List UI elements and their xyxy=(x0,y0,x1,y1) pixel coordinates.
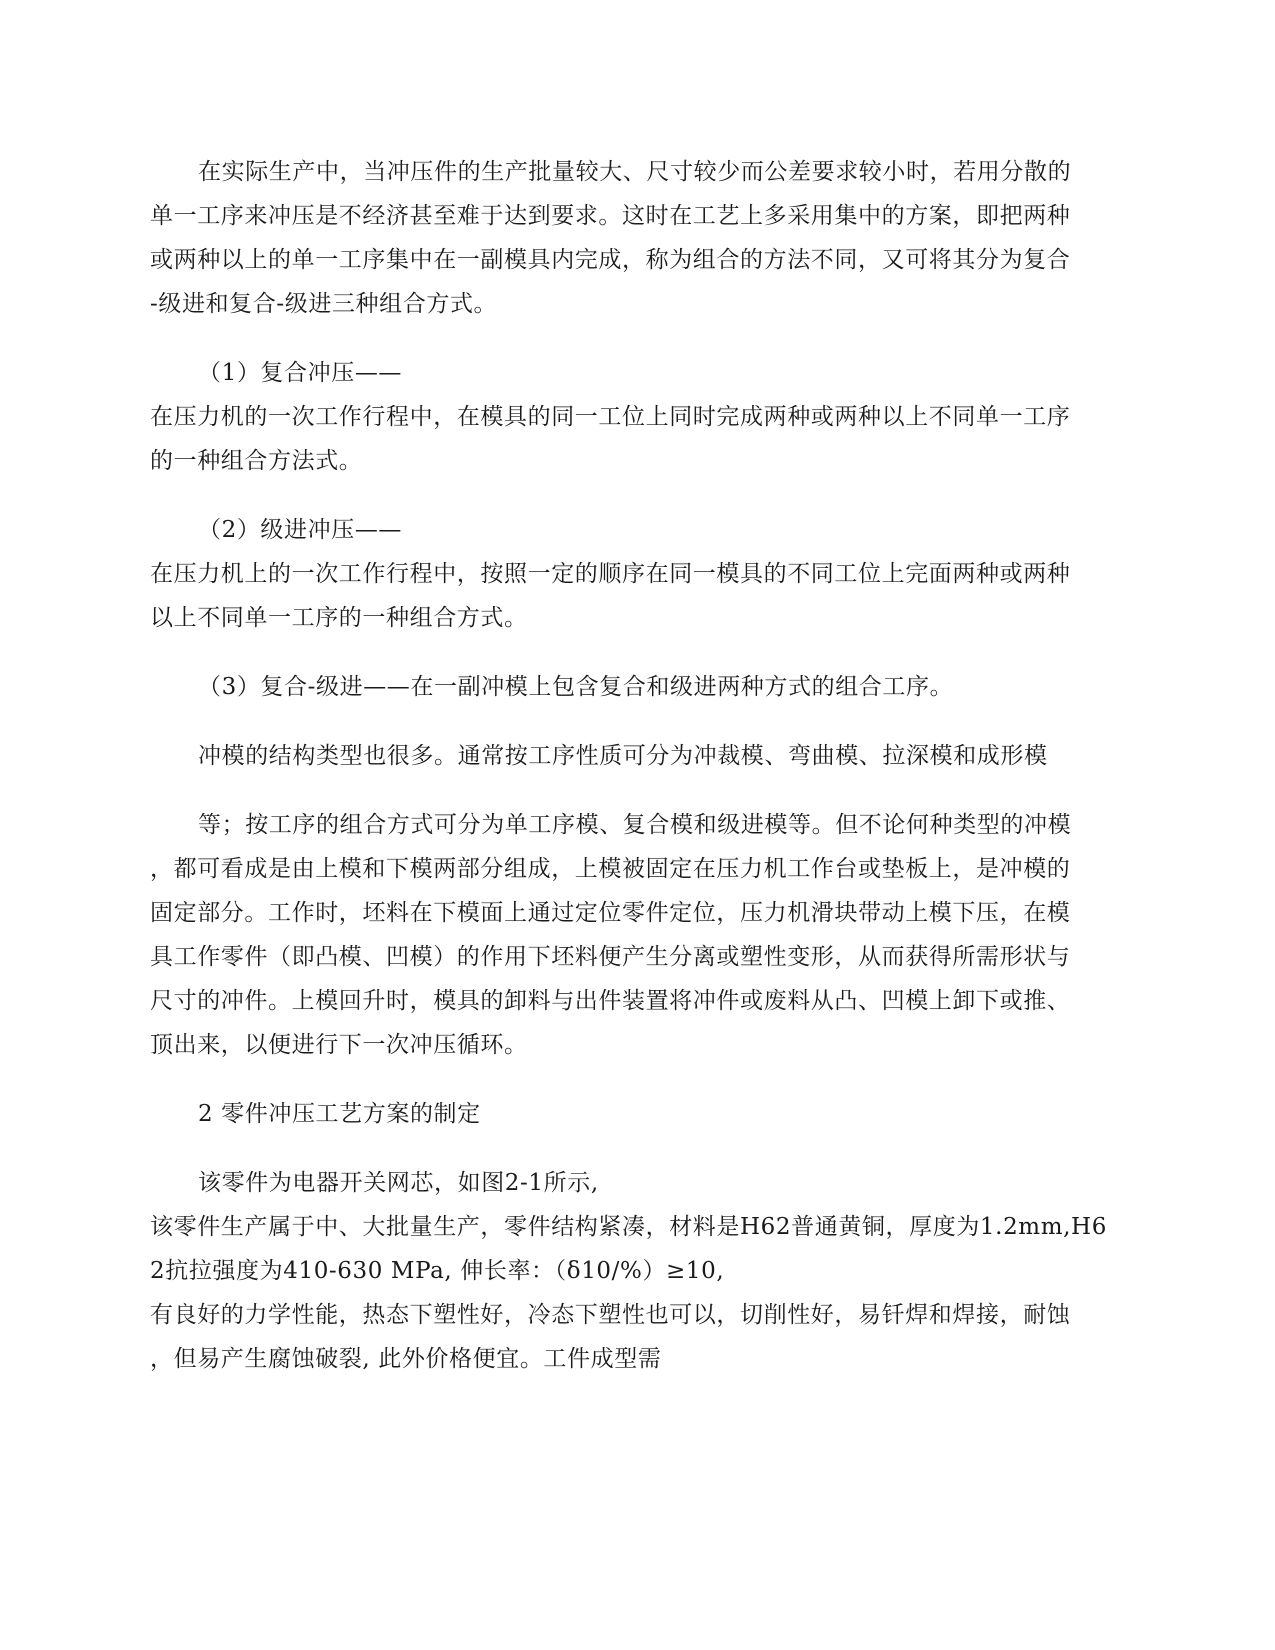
paragraph-part-material-line-2: 2抗拉强度为410-630 MPa, 伸长率：（δ10/%）≥10, xyxy=(150,1258,725,1284)
paragraph-intro-line-4: -级进和复合-级进三种组合方式。 xyxy=(150,291,498,317)
paragraph-die-structure-line-1: 等；按工序的组合方式可分为单工序模、复合模和级进模等。但不论何种类型的冲模 xyxy=(198,812,1072,838)
item-compound-stamping-line-1: 在压力机的一次工作行程中，在模具的同一工位上同时完成两种或两种以上不同单一工序 xyxy=(150,404,1071,430)
item-progressive-stamping-line-1: 在压力机上的一次工作行程中，按照一定的顺序在同一模具的不同工位上完面两种或两种 xyxy=(150,561,1071,587)
section-heading-process-plan: 2 零件冲压工艺方案的制定 xyxy=(198,1101,481,1127)
paragraph-part-properties-line-2: ，但易产生腐蚀破裂, 此外价格便宜。工件成型需 xyxy=(150,1346,662,1372)
paragraph-die-types-line-1: 冲模的结构类型也很多。通常按工序性质可分为冲裁模、弯曲模、拉深模和成形模 xyxy=(198,743,1048,769)
paragraph-die-structure-line-4: 具工作零件（即凸模、凹模）的作用下坯料便产生分离或塑性变形，从而获得所需形状与 xyxy=(150,944,1071,970)
paragraph-die-structure-line-5: 尺寸的冲件。上模回升时，模具的卸料与出件装置将冲件或废料从凸、凹模上卸下或推、 xyxy=(150,988,1071,1014)
item-compound-stamping-line-2: 的一种组合方法式。 xyxy=(150,448,363,474)
item-progressive-stamping-heading: （2）级进冲压—— xyxy=(198,517,403,543)
paragraph-die-structure-line-2: ，都可看成是由上模和下模两部分组成，上模被固定在压力机工作台或垫板上，是冲模的 xyxy=(150,856,1071,882)
paragraph-die-structure-line-3: 固定部分。工作时，坯料在下模面上通过定位零件定位，压力机滑块带动上模下压，在模 xyxy=(150,900,1071,926)
paragraph-part-material-line-1: 该零件生产属于中、大批量生产，零件结构紧凑，材料是H62普通黄铜，厚度为1.2mm,H6 xyxy=(150,1214,1107,1240)
paragraph-intro-line-2: 单一工序来冲压是不经济甚至难于达到要求。这时在工艺上多采用集中的方案，即把两种 xyxy=(150,203,1071,229)
paragraph-part-properties-line-1: 有良好的力学性能，热态下塑性好，冷态下塑性也可以，切削性好，易钎焊和焊接，耐蚀 xyxy=(150,1302,1071,1328)
item-progressive-stamping-line-2: 以上不同单一工序的一种组合方式。 xyxy=(150,605,528,631)
item-compound-stamping-heading: （1）复合冲压—— xyxy=(198,360,403,386)
item-compound-progressive: （3）复合-级进——在一副冲模上包含复合和级进两种方式的组合工序。 xyxy=(198,674,954,700)
paragraph-intro-line-1: 在实际生产中，当冲压件的生产批量较大、尺寸较少而公差要求较小时，若用分散的 xyxy=(198,159,1072,185)
paragraph-die-structure-line-6: 顶出来，以便进行下一次冲压循环。 xyxy=(150,1032,528,1058)
paragraph-part-intro: 该零件为电器开关网芯，如图2-1所示, xyxy=(198,1170,599,1196)
paragraph-intro-line-3: 或两种以上的单一工序集中在一副模具内完成，称为组合的方法不同，又可将其分为复合 xyxy=(150,247,1071,273)
